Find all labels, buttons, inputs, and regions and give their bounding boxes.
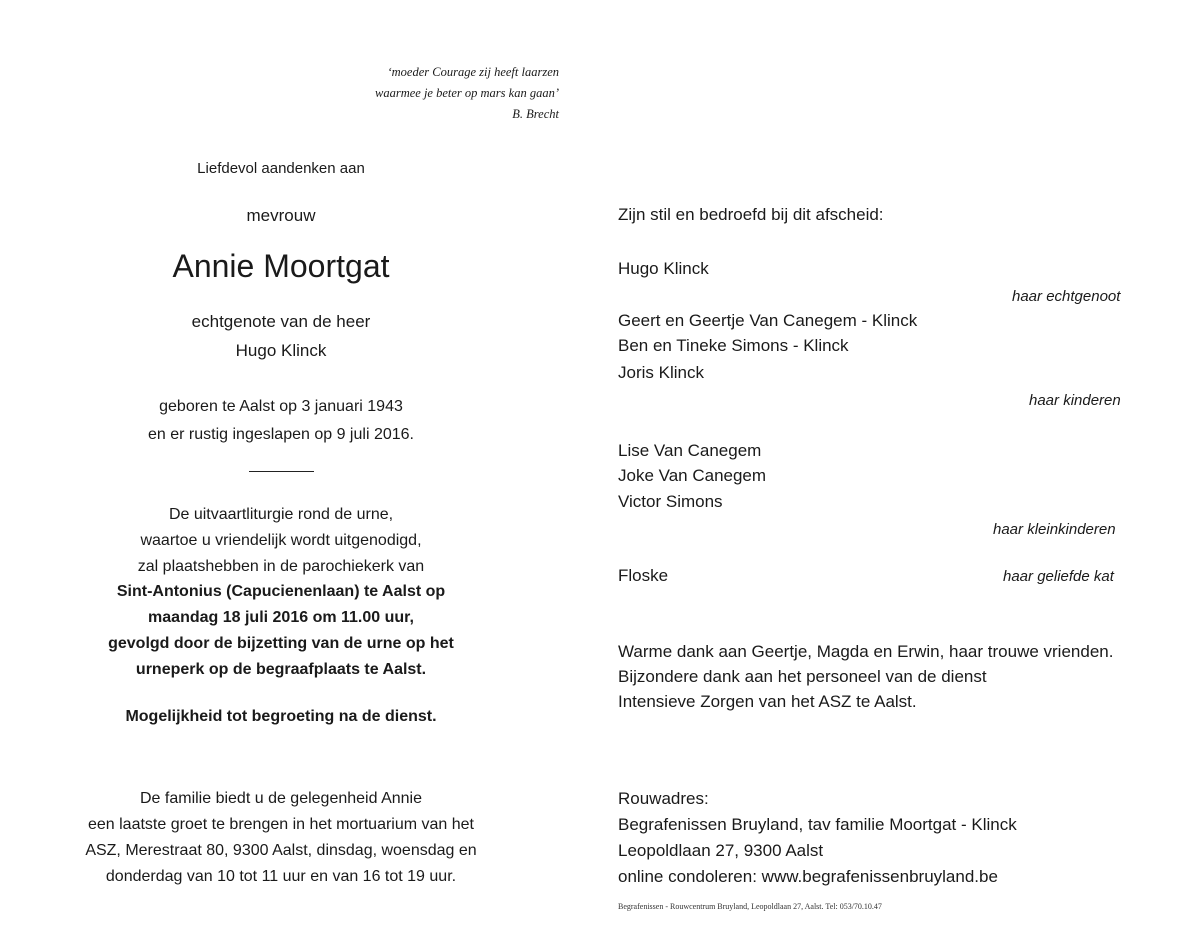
child-name: Geert en Geertje Van Canegem - Klinck xyxy=(618,311,918,330)
divider xyxy=(249,471,314,472)
thanks-line: Intensieve Zorgen van het ASZ te Aalst. xyxy=(618,692,917,711)
condolence-link[interactable]: online condoleren: www.begrafenissenbruyland.be xyxy=(618,867,998,886)
grandchild-name: Joke Van Canegem xyxy=(618,466,767,485)
address-line: Leopoldlaan 27, 9300 Aalst xyxy=(618,841,824,860)
service-detail-line: urneperk op de begraafplaats te Aalst. xyxy=(135,661,427,678)
cat-name: Floske xyxy=(618,566,669,585)
epigraph-line-2: waarmee je beter op mars kan gaan’ xyxy=(375,86,559,100)
cat-relation: haar geliefde kat xyxy=(1003,568,1114,585)
mourning-address xyxy=(618,786,1017,890)
service-detail-line: maandag 18 juli 2016 om 11.00 uur, xyxy=(148,609,414,626)
husband-relation: haar echtgenoot xyxy=(1012,288,1121,305)
service-details xyxy=(40,579,522,683)
family-line: ASZ, Merestraat 80, 9300 Aalst, dinsdag, woensdag en xyxy=(85,842,477,859)
service-line: De uitvaartliturgie rond de urne, xyxy=(168,506,394,523)
service-detail-line: gevolgd door de bijzetting van de urne op het xyxy=(108,635,454,652)
child-name: Ben en Tineke Simons - Klinck xyxy=(618,336,849,355)
epigraph xyxy=(375,62,559,125)
service-text xyxy=(40,502,522,580)
intro-text: Liefdevol aandenken aan xyxy=(197,160,365,177)
death-line: en er rustig ingeslapen op 9 juli 2016. xyxy=(148,426,414,443)
children-relation: haar kinderen xyxy=(1029,392,1121,409)
service-line: waartoe u vriendelijk wordt uitgenodigd, xyxy=(140,532,422,549)
greeting-note: Mogelijkheid tot begroeting na de dienst. xyxy=(125,708,437,725)
honorific: mevrouw xyxy=(246,206,316,225)
grandchild-name: Victor Simons xyxy=(618,492,723,511)
family-note xyxy=(40,786,522,890)
child-name: Joris Klinck xyxy=(618,363,704,382)
funeral-home-footer: Begrafenissen - Rouwcentrum Bruyland, Leopoldlaan 27, Aalst. Tel: 053/70.10.47 xyxy=(618,902,882,911)
spouse-line-2: Hugo Klinck xyxy=(235,341,327,360)
husband-name: Hugo Klinck xyxy=(618,259,709,278)
address-line: Begrafenissen Bruyland, tav familie Moortgat - Klinck xyxy=(618,815,1017,834)
grandchild-name: Lise Van Canegem xyxy=(618,441,762,460)
family-line: De familie biedt u de gelegenheid Annie xyxy=(140,790,422,807)
grandchildren-relation: haar kleinkinderen xyxy=(993,521,1116,538)
thanks-line: Warme dank aan Geertje, Magda en Erwin, haar trouwe vrienden. xyxy=(618,642,1114,661)
epigraph-line-1: ‘moeder Courage zij heeft laarzen xyxy=(387,65,559,79)
family-line: donderdag van 10 tot 11 uur en van 16 tot 19 uur. xyxy=(105,868,457,885)
mourners-heading: Zijn stil en bedroefd bij dit afscheid: xyxy=(618,205,884,224)
address-label: Rouwadres: xyxy=(618,789,709,808)
family-line: een laatste groet te brengen in het mortuarium van het xyxy=(87,816,474,833)
birth-line: geboren te Aalst op 3 januari 1943 xyxy=(159,398,403,415)
epigraph-author: B. Brecht xyxy=(512,107,559,121)
service-line: zal plaatshebben in de parochiekerk van xyxy=(137,558,425,575)
service-detail-line: Sint-Antonius (Capucienenlaan) te Aalst op xyxy=(116,583,446,600)
thanks-block xyxy=(618,639,1113,714)
deceased-name: Annie Moortgat xyxy=(172,248,390,284)
thanks-line: Bijzondere dank aan het personeel van de dienst xyxy=(618,667,987,686)
spouse-line-1: echtgenote van de heer xyxy=(191,312,371,331)
